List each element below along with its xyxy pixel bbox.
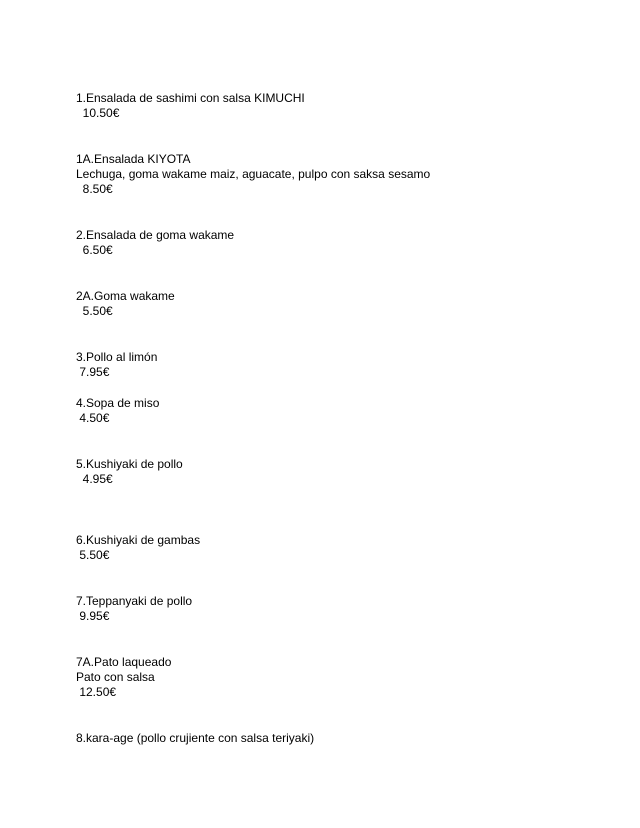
menu-item-1-price: 10.50€ — [76, 106, 120, 120]
menu-item-1a-name: 1A.Ensalada KIYOTA — [76, 152, 191, 166]
menu-item-2a-price: 5.50€ — [76, 304, 113, 318]
menu-item-1a-description: Lechuga, goma wakame maiz, aguacate, pulpo con saksa sesamo — [76, 167, 431, 181]
menu-item-7a-description: Pato con salsa — [76, 670, 155, 684]
menu-item-2-name: 2.Ensalada de goma wakame — [76, 228, 235, 242]
menu-item-8-name: 8.kara-age (pollo crujiente con salsa teriyaki) — [76, 731, 315, 745]
menu-item-3-name: 3.Pollo al limón — [76, 350, 158, 364]
menu-item-1a-price: 8.50€ — [76, 182, 113, 196]
menu-item-2a-name: 2A.Goma wakame — [76, 289, 175, 303]
menu-item-6-name: 6.Kushiyaki de gambas — [76, 533, 201, 547]
menu-item-5-price: 4.95€ — [76, 472, 113, 486]
menu-item-7-price: 9.95€ — [76, 609, 110, 623]
menu-item-2-price: 6.50€ — [76, 243, 113, 257]
menu-item-4-name: 4.Sopa de miso — [76, 396, 160, 410]
menu-item-4-price: 4.50€ — [76, 411, 110, 425]
menu-item-1-name: 1.Ensalada de sashimi con salsa KIMUCHI — [76, 91, 305, 105]
menu-item-6-price: 5.50€ — [76, 548, 110, 562]
menu-item-7a-name: 7A.Pato laqueado — [76, 655, 172, 669]
menu-item-7a-price: 12.50€ — [76, 685, 117, 699]
menu-item-7-name: 7.Teppanyaki de pollo — [76, 594, 193, 608]
menu-item-3-price: 7.95€ — [76, 365, 110, 379]
menu-item-5-name: 5.Kushiyaki de pollo — [76, 457, 183, 471]
